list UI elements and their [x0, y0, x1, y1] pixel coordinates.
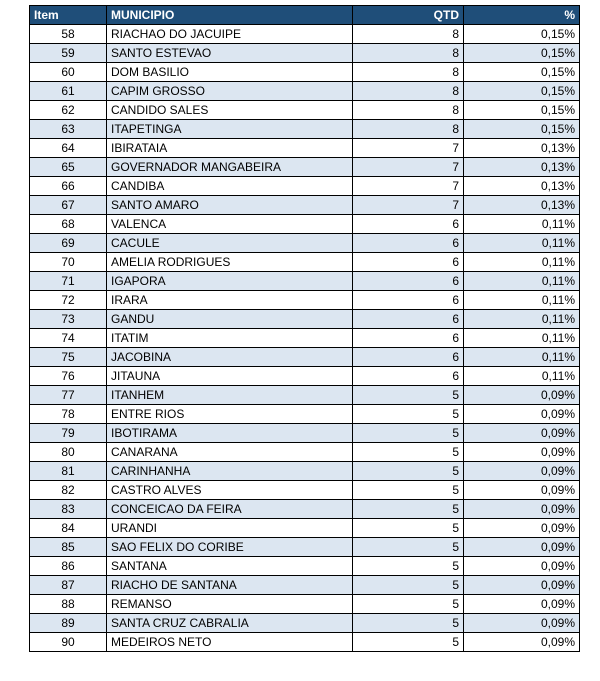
cell-percent: 0,11%	[464, 234, 580, 253]
cell-qtd: 5	[353, 424, 464, 443]
cell-municipio: CONCEICAO DA FEIRA	[107, 500, 353, 519]
cell-qtd: 8	[353, 82, 464, 101]
cell-municipio: ITATIM	[107, 329, 353, 348]
cell-percent: 0,13%	[464, 139, 580, 158]
table-row	[30, 196, 580, 215]
cell-percent: 0,15%	[464, 82, 580, 101]
cell-municipio: VALENCA	[107, 215, 353, 234]
cell-item: 89	[30, 614, 107, 633]
cell-item: 83	[30, 500, 107, 519]
cell-item: 71	[30, 272, 107, 291]
cell-qtd: 8	[353, 44, 464, 63]
cell-qtd: 6	[353, 348, 464, 367]
cell-item: 76	[30, 367, 107, 386]
table-body	[30, 25, 580, 652]
cell-qtd: 5	[353, 595, 464, 614]
cell-percent: 0,09%	[464, 481, 580, 500]
table-row	[30, 424, 580, 443]
cell-percent: 0,13%	[464, 177, 580, 196]
cell-item: 69	[30, 234, 107, 253]
table-row	[30, 614, 580, 633]
cell-qtd: 5	[353, 386, 464, 405]
cell-percent: 0,09%	[464, 424, 580, 443]
cell-municipio: SAO FELIX DO CORIBE	[107, 538, 353, 557]
table-row	[30, 234, 580, 253]
cell-qtd: 7	[353, 158, 464, 177]
cell-percent: 0,09%	[464, 633, 580, 652]
cell-item: 84	[30, 519, 107, 538]
table-header	[30, 6, 580, 25]
cell-municipio: ITANHEM	[107, 386, 353, 405]
table-row	[30, 44, 580, 63]
cell-item: 63	[30, 120, 107, 139]
cell-percent: 0,09%	[464, 386, 580, 405]
cell-qtd: 7	[353, 139, 464, 158]
cell-qtd: 6	[353, 329, 464, 348]
cell-qtd: 6	[353, 253, 464, 272]
cell-percent: 0,09%	[464, 538, 580, 557]
cell-qtd: 7	[353, 177, 464, 196]
cell-percent: 0,13%	[464, 158, 580, 177]
cell-percent: 0,11%	[464, 291, 580, 310]
cell-percent: 0,15%	[464, 44, 580, 63]
table-row	[30, 139, 580, 158]
table-row	[30, 329, 580, 348]
table-row	[30, 253, 580, 272]
cell-municipio: REMANSO	[107, 595, 353, 614]
cell-item: 60	[30, 63, 107, 82]
cell-municipio: CANDIDO SALES	[107, 101, 353, 120]
table-row	[30, 500, 580, 519]
cell-qtd: 8	[353, 101, 464, 120]
cell-municipio: IGAPORA	[107, 272, 353, 291]
cell-item: 82	[30, 481, 107, 500]
cell-percent: 0,09%	[464, 405, 580, 424]
cell-item: 59	[30, 44, 107, 63]
cell-qtd: 5	[353, 443, 464, 462]
cell-percent: 0,11%	[464, 253, 580, 272]
table-row	[30, 120, 580, 139]
cell-item: 61	[30, 82, 107, 101]
cell-qtd: 5	[353, 557, 464, 576]
cell-qtd: 6	[353, 272, 464, 291]
cell-item: 64	[30, 139, 107, 158]
cell-percent: 0,09%	[464, 614, 580, 633]
table-row	[30, 272, 580, 291]
cell-item: 66	[30, 177, 107, 196]
column-header-qtd: QTD	[353, 6, 464, 25]
cell-municipio: ENTRE RIOS	[107, 405, 353, 424]
cell-qtd: 6	[353, 234, 464, 253]
cell-percent: 0,15%	[464, 25, 580, 44]
cell-municipio: CAPIM GROSSO	[107, 82, 353, 101]
cell-municipio: CARINHANHA	[107, 462, 353, 481]
cell-municipio: MEDEIROS NETO	[107, 633, 353, 652]
cell-qtd: 8	[353, 25, 464, 44]
municipio-table-sheet	[29, 5, 579, 652]
table-row	[30, 576, 580, 595]
table-row	[30, 481, 580, 500]
cell-item: 70	[30, 253, 107, 272]
cell-municipio: JACOBINA	[107, 348, 353, 367]
cell-qtd: 6	[353, 310, 464, 329]
cell-percent: 0,09%	[464, 595, 580, 614]
table-row	[30, 310, 580, 329]
cell-item: 85	[30, 538, 107, 557]
cell-qtd: 7	[353, 196, 464, 215]
table-row	[30, 538, 580, 557]
cell-percent: 0,15%	[464, 63, 580, 82]
cell-qtd: 5	[353, 633, 464, 652]
cell-percent: 0,11%	[464, 272, 580, 291]
cell-percent: 0,15%	[464, 120, 580, 139]
cell-item: 79	[30, 424, 107, 443]
table-row	[30, 63, 580, 82]
table-row	[30, 25, 580, 44]
cell-qtd: 8	[353, 120, 464, 139]
cell-municipio: CANDIBA	[107, 177, 353, 196]
cell-percent: 0,15%	[464, 101, 580, 120]
cell-municipio: AMELIA RODRIGUES	[107, 253, 353, 272]
cell-percent: 0,11%	[464, 329, 580, 348]
table-row	[30, 215, 580, 234]
cell-municipio: CANARANA	[107, 443, 353, 462]
cell-municipio: SANTANA	[107, 557, 353, 576]
cell-qtd: 8	[353, 63, 464, 82]
table-row	[30, 405, 580, 424]
cell-item: 78	[30, 405, 107, 424]
cell-qtd: 5	[353, 481, 464, 500]
cell-municipio: CASTRO ALVES	[107, 481, 353, 500]
table-row	[30, 595, 580, 614]
cell-item: 58	[30, 25, 107, 44]
cell-qtd: 5	[353, 405, 464, 424]
cell-percent: 0,09%	[464, 462, 580, 481]
cell-municipio: IBIRATAIA	[107, 139, 353, 158]
cell-municipio: URANDI	[107, 519, 353, 538]
cell-municipio: GANDU	[107, 310, 353, 329]
cell-item: 81	[30, 462, 107, 481]
table-row	[30, 158, 580, 177]
cell-municipio: SANTO ESTEVAO	[107, 44, 353, 63]
table-row	[30, 633, 580, 652]
cell-qtd: 5	[353, 614, 464, 633]
table-row	[30, 348, 580, 367]
cell-item: 86	[30, 557, 107, 576]
cell-qtd: 5	[353, 576, 464, 595]
cell-qtd: 5	[353, 538, 464, 557]
cell-municipio: CACULE	[107, 234, 353, 253]
table-row	[30, 443, 580, 462]
cell-municipio: ITAPETINGA	[107, 120, 353, 139]
cell-item: 65	[30, 158, 107, 177]
table-row	[30, 367, 580, 386]
cell-qtd: 6	[353, 367, 464, 386]
cell-qtd: 5	[353, 519, 464, 538]
cell-municipio: IBOTIRAMA	[107, 424, 353, 443]
cell-qtd: 5	[353, 462, 464, 481]
cell-item: 73	[30, 310, 107, 329]
cell-qtd: 6	[353, 291, 464, 310]
table-row	[30, 82, 580, 101]
cell-municipio: SANTA CRUZ CABRALIA	[107, 614, 353, 633]
cell-item: 88	[30, 595, 107, 614]
column-header-municipio: MUNICIPIO	[107, 6, 353, 25]
table-row	[30, 101, 580, 120]
cell-municipio: RIACHAO DO JACUIPE	[107, 25, 353, 44]
table-row	[30, 519, 580, 538]
cell-qtd: 5	[353, 500, 464, 519]
cell-qtd: 6	[353, 215, 464, 234]
table-row	[30, 462, 580, 481]
cell-item: 77	[30, 386, 107, 405]
cell-municipio: SANTO AMARO	[107, 196, 353, 215]
cell-percent: 0,11%	[464, 367, 580, 386]
table-row	[30, 557, 580, 576]
cell-item: 74	[30, 329, 107, 348]
cell-item: 75	[30, 348, 107, 367]
cell-percent: 0,09%	[464, 576, 580, 595]
cell-municipio: JITAUNA	[107, 367, 353, 386]
cell-item: 72	[30, 291, 107, 310]
cell-percent: 0,11%	[464, 348, 580, 367]
cell-percent: 0,13%	[464, 196, 580, 215]
column-header-item: Item	[30, 6, 107, 25]
cell-municipio: RIACHO DE SANTANA	[107, 576, 353, 595]
header-row	[30, 6, 580, 25]
table-row	[30, 291, 580, 310]
cell-percent: 0,09%	[464, 519, 580, 538]
cell-percent: 0,09%	[464, 443, 580, 462]
cell-item: 90	[30, 633, 107, 652]
cell-municipio: IRARA	[107, 291, 353, 310]
cell-percent: 0,11%	[464, 215, 580, 234]
cell-percent: 0,09%	[464, 557, 580, 576]
cell-municipio: DOM BASILIO	[107, 63, 353, 82]
column-header-percent: %	[464, 6, 580, 25]
table-row	[30, 386, 580, 405]
cell-item: 80	[30, 443, 107, 462]
cell-item: 68	[30, 215, 107, 234]
municipio-table	[29, 5, 580, 652]
cell-item: 62	[30, 101, 107, 120]
table-row	[30, 177, 580, 196]
cell-percent: 0,09%	[464, 500, 580, 519]
cell-item: 87	[30, 576, 107, 595]
cell-municipio: GOVERNADOR MANGABEIRA	[107, 158, 353, 177]
cell-item: 67	[30, 196, 107, 215]
cell-percent: 0,11%	[464, 310, 580, 329]
